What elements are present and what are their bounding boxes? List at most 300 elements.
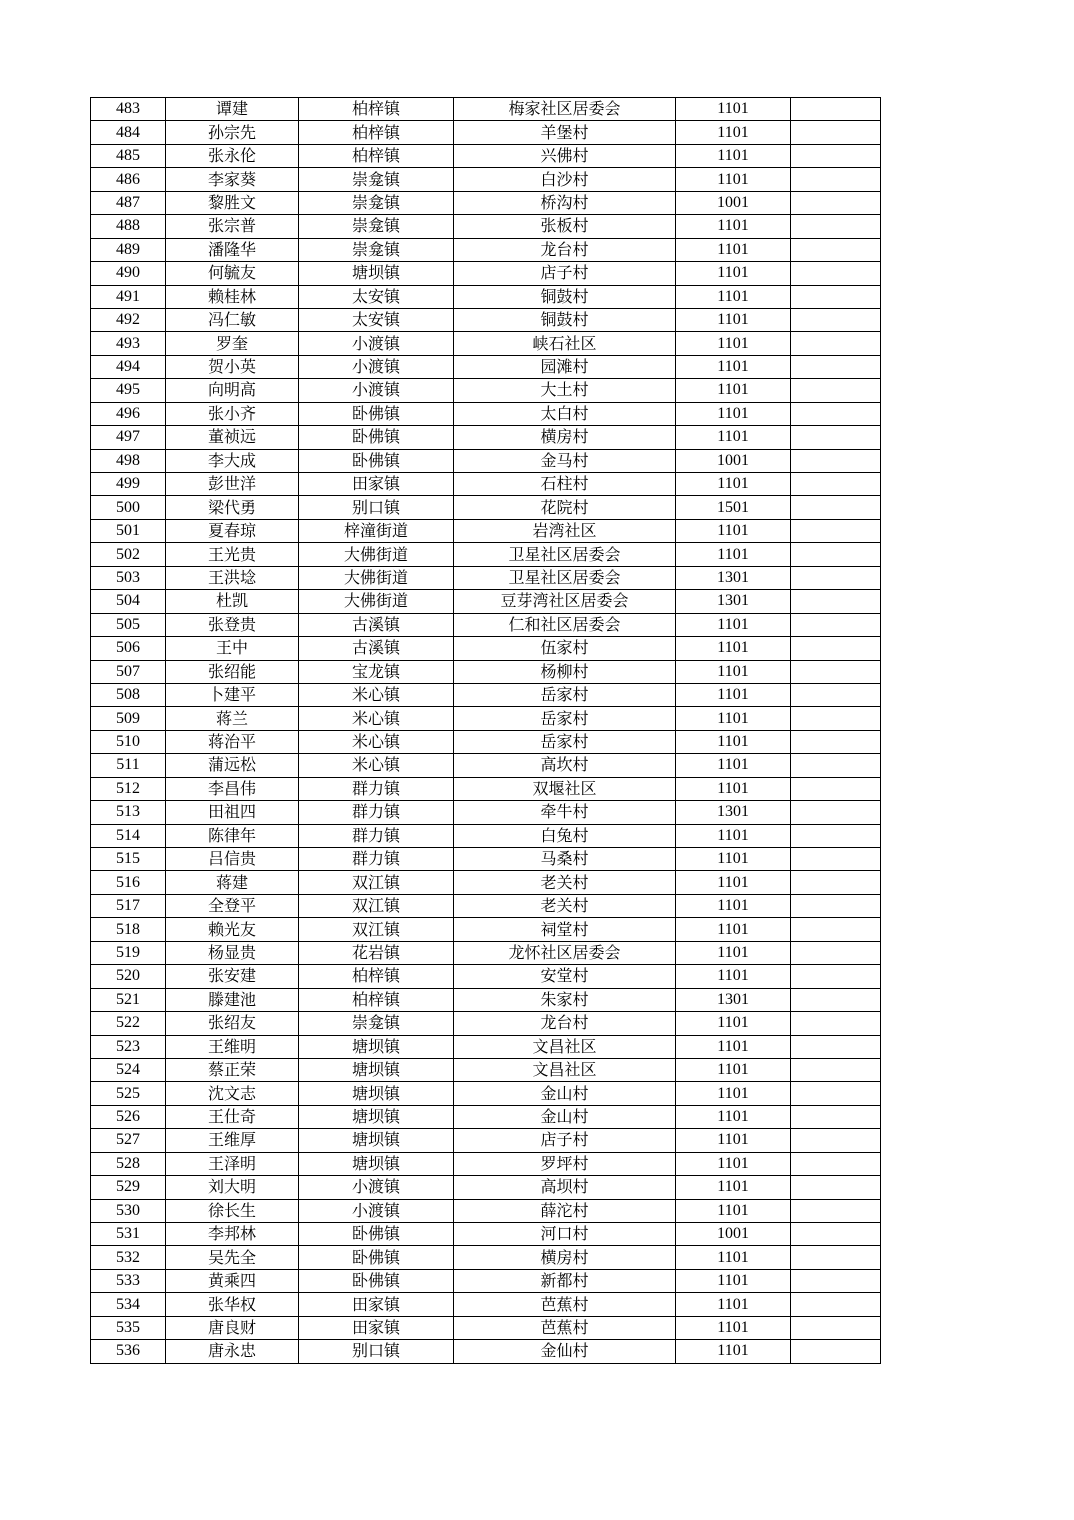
village-name: 铜鼓村	[454, 285, 676, 308]
category-code: 1101	[676, 824, 791, 847]
town-name: 花岩镇	[299, 941, 454, 964]
table-row	[91, 519, 881, 542]
blank-cell	[791, 590, 881, 613]
table-row	[91, 1082, 881, 1105]
person-name: 刘大明	[166, 1176, 299, 1199]
person-name: 王泽明	[166, 1152, 299, 1175]
category-code: 1101	[676, 613, 791, 636]
village-name: 卫星社区居委会	[454, 566, 676, 589]
town-name: 米心镇	[299, 730, 454, 753]
town-name: 宝龙镇	[299, 660, 454, 683]
person-name: 田祖四	[166, 801, 299, 824]
row-number: 491	[91, 285, 166, 308]
row-number: 509	[91, 707, 166, 730]
category-code: 1101	[676, 168, 791, 191]
village-name: 牵牛村	[454, 801, 676, 824]
table-row	[91, 1199, 881, 1222]
row-number: 518	[91, 918, 166, 941]
person-name: 李邦林	[166, 1223, 299, 1246]
village-name: 梅家社区居委会	[454, 98, 676, 121]
town-name: 柏梓镇	[299, 121, 454, 144]
blank-cell	[791, 1152, 881, 1175]
person-name: 张绍能	[166, 660, 299, 683]
row-number: 508	[91, 683, 166, 706]
village-name: 安堂村	[454, 965, 676, 988]
table-row	[91, 801, 881, 824]
blank-cell	[791, 168, 881, 191]
row-number: 519	[91, 941, 166, 964]
table-row	[91, 238, 881, 261]
town-name: 塘坝镇	[299, 1105, 454, 1128]
town-name: 群力镇	[299, 801, 454, 824]
table-row	[91, 332, 881, 355]
person-name: 蒋兰	[166, 707, 299, 730]
village-name: 仁和社区居委会	[454, 613, 676, 636]
village-name: 羊堡村	[454, 121, 676, 144]
town-name: 田家镇	[299, 1316, 454, 1339]
table-row	[91, 707, 881, 730]
category-code: 1101	[676, 637, 791, 660]
village-name: 高坎村	[454, 754, 676, 777]
blank-cell	[791, 285, 881, 308]
village-name: 园滩村	[454, 355, 676, 378]
table-row	[91, 215, 881, 238]
person-name: 王维厚	[166, 1129, 299, 1152]
town-name: 大佛街道	[299, 590, 454, 613]
row-number: 530	[91, 1199, 166, 1222]
blank-cell	[791, 332, 881, 355]
person-name: 张绍友	[166, 1012, 299, 1035]
blank-cell	[791, 1269, 881, 1292]
town-name: 塘坝镇	[299, 1152, 454, 1175]
table-row	[91, 1152, 881, 1175]
table-row	[91, 473, 881, 496]
person-name: 张安建	[166, 965, 299, 988]
category-code: 1101	[676, 1246, 791, 1269]
town-name: 田家镇	[299, 473, 454, 496]
category-code: 1101	[676, 965, 791, 988]
person-name: 陈律年	[166, 824, 299, 847]
row-number: 483	[91, 98, 166, 121]
row-number: 534	[91, 1293, 166, 1316]
category-code: 1101	[676, 1012, 791, 1035]
village-name: 杨柳村	[454, 660, 676, 683]
blank-cell	[791, 566, 881, 589]
blank-cell	[791, 426, 881, 449]
village-name: 白沙村	[454, 168, 676, 191]
blank-cell	[791, 918, 881, 941]
town-name: 卧佛镇	[299, 1246, 454, 1269]
row-number: 529	[91, 1176, 166, 1199]
row-number: 520	[91, 965, 166, 988]
village-name: 张板村	[454, 215, 676, 238]
category-code: 1101	[676, 848, 791, 871]
row-number: 498	[91, 449, 166, 472]
category-code: 1101	[676, 355, 791, 378]
row-number: 503	[91, 566, 166, 589]
blank-cell	[791, 1316, 881, 1339]
blank-cell	[791, 1176, 881, 1199]
person-name: 张华权	[166, 1293, 299, 1316]
village-name: 老关村	[454, 871, 676, 894]
table-row	[91, 824, 881, 847]
village-name: 岩湾社区	[454, 519, 676, 542]
blank-cell	[791, 519, 881, 542]
table-row	[91, 566, 881, 589]
town-name: 崇龛镇	[299, 215, 454, 238]
table-row	[91, 965, 881, 988]
blank-cell	[791, 449, 881, 472]
table-row	[91, 426, 881, 449]
person-name: 滕建池	[166, 988, 299, 1011]
table-row	[91, 191, 881, 214]
town-name: 塘坝镇	[299, 1058, 454, 1081]
person-name: 董祯远	[166, 426, 299, 449]
row-number: 511	[91, 754, 166, 777]
town-name: 卧佛镇	[299, 426, 454, 449]
table-row	[91, 613, 881, 636]
blank-cell	[791, 215, 881, 238]
row-number: 499	[91, 473, 166, 496]
blank-cell	[791, 144, 881, 167]
category-code: 1101	[676, 402, 791, 425]
village-name: 芭蕉村	[454, 1293, 676, 1316]
table-row	[91, 590, 881, 613]
person-name: 彭世洋	[166, 473, 299, 496]
town-name: 双江镇	[299, 918, 454, 941]
table-row	[91, 308, 881, 331]
person-name: 赖光友	[166, 918, 299, 941]
village-name: 横房村	[454, 426, 676, 449]
table-row	[91, 1223, 881, 1246]
category-code: 1101	[676, 543, 791, 566]
town-name: 小渡镇	[299, 1199, 454, 1222]
category-code: 1101	[676, 519, 791, 542]
village-name: 金山村	[454, 1082, 676, 1105]
person-name: 黎胜文	[166, 191, 299, 214]
table-row	[91, 355, 881, 378]
person-name: 向明高	[166, 379, 299, 402]
town-name: 塘坝镇	[299, 1082, 454, 1105]
table-row	[91, 1058, 881, 1081]
blank-cell	[791, 637, 881, 660]
person-name: 王光贵	[166, 543, 299, 566]
row-number: 521	[91, 988, 166, 1011]
blank-cell	[791, 1199, 881, 1222]
category-code: 1101	[676, 1082, 791, 1105]
person-name: 李大成	[166, 449, 299, 472]
category-code: 1101	[676, 215, 791, 238]
row-number: 506	[91, 637, 166, 660]
blank-cell	[791, 777, 881, 800]
person-name: 吴先全	[166, 1246, 299, 1269]
person-name: 蒋建	[166, 871, 299, 894]
town-name: 太安镇	[299, 308, 454, 331]
person-name: 杨显贵	[166, 941, 299, 964]
table-row	[91, 98, 881, 121]
blank-cell	[791, 379, 881, 402]
town-name: 群力镇	[299, 848, 454, 871]
table-row	[91, 1176, 881, 1199]
person-name: 冯仁敏	[166, 308, 299, 331]
table-row	[91, 1105, 881, 1128]
blank-cell	[791, 988, 881, 1011]
person-name: 张永伦	[166, 144, 299, 167]
village-name: 双堰社区	[454, 777, 676, 800]
row-number: 489	[91, 238, 166, 261]
town-name: 塘坝镇	[299, 1129, 454, 1152]
category-code: 1301	[676, 988, 791, 1011]
village-name: 金仙村	[454, 1340, 676, 1363]
category-code: 1301	[676, 801, 791, 824]
blank-cell	[791, 613, 881, 636]
blank-cell	[791, 1035, 881, 1058]
village-name: 铜鼓村	[454, 308, 676, 331]
category-code: 1101	[676, 285, 791, 308]
town-name: 米心镇	[299, 683, 454, 706]
village-name: 罗坪村	[454, 1152, 676, 1175]
row-number: 497	[91, 426, 166, 449]
village-name: 岳家村	[454, 683, 676, 706]
row-number: 523	[91, 1035, 166, 1058]
blank-cell	[791, 1105, 881, 1128]
village-name: 金山村	[454, 1105, 676, 1128]
category-code: 1101	[676, 754, 791, 777]
row-number: 516	[91, 871, 166, 894]
person-name: 张宗普	[166, 215, 299, 238]
category-code: 1101	[676, 332, 791, 355]
category-code: 1101	[676, 144, 791, 167]
row-number: 515	[91, 848, 166, 871]
village-name: 岳家村	[454, 707, 676, 730]
row-number: 504	[91, 590, 166, 613]
row-number: 514	[91, 824, 166, 847]
blank-cell	[791, 730, 881, 753]
village-name: 老关村	[454, 894, 676, 917]
category-code: 1101	[676, 1058, 791, 1081]
town-name: 小渡镇	[299, 1176, 454, 1199]
table-row	[91, 1293, 881, 1316]
category-code: 1101	[676, 238, 791, 261]
town-name: 群力镇	[299, 777, 454, 800]
village-name: 伍家村	[454, 637, 676, 660]
town-name: 双江镇	[299, 871, 454, 894]
table-row	[91, 918, 881, 941]
person-name: 王洪埝	[166, 566, 299, 589]
village-name: 芭蕉村	[454, 1316, 676, 1339]
town-name: 小渡镇	[299, 355, 454, 378]
data-table	[90, 97, 881, 1364]
table-row	[91, 848, 881, 871]
table-row	[91, 730, 881, 753]
village-name: 龙怀社区居委会	[454, 941, 676, 964]
person-name: 王维明	[166, 1035, 299, 1058]
town-name: 别口镇	[299, 1340, 454, 1363]
town-name: 梓潼街道	[299, 519, 454, 542]
table-row	[91, 754, 881, 777]
town-name: 柏梓镇	[299, 98, 454, 121]
table-row	[91, 496, 881, 519]
category-code: 1101	[676, 308, 791, 331]
person-name: 蒋治平	[166, 730, 299, 753]
table-row	[91, 121, 881, 144]
row-number: 527	[91, 1129, 166, 1152]
blank-cell	[791, 1012, 881, 1035]
table-row	[91, 1129, 881, 1152]
category-code: 1101	[676, 262, 791, 285]
town-name: 崇龛镇	[299, 168, 454, 191]
town-name: 大佛街道	[299, 566, 454, 589]
row-number: 502	[91, 543, 166, 566]
row-number: 492	[91, 308, 166, 331]
town-name: 崇龛镇	[299, 191, 454, 214]
table-row	[91, 144, 881, 167]
village-name: 岳家村	[454, 730, 676, 753]
person-name: 何毓友	[166, 262, 299, 285]
village-name: 店子村	[454, 262, 676, 285]
blank-cell	[791, 941, 881, 964]
town-name: 柏梓镇	[299, 144, 454, 167]
village-name: 大土村	[454, 379, 676, 402]
table-body	[91, 98, 881, 1364]
town-name: 大佛街道	[299, 543, 454, 566]
category-code: 1101	[676, 777, 791, 800]
row-number: 486	[91, 168, 166, 191]
blank-cell	[791, 894, 881, 917]
village-name: 河口村	[454, 1223, 676, 1246]
row-number: 533	[91, 1269, 166, 1292]
category-code: 1101	[676, 1316, 791, 1339]
table-row	[91, 777, 881, 800]
person-name: 贺小英	[166, 355, 299, 378]
town-name: 古溪镇	[299, 613, 454, 636]
person-name: 沈文志	[166, 1082, 299, 1105]
category-code: 1101	[676, 473, 791, 496]
village-name: 朱家村	[454, 988, 676, 1011]
village-name: 马桑村	[454, 848, 676, 871]
blank-cell	[791, 355, 881, 378]
row-number: 488	[91, 215, 166, 238]
row-number: 517	[91, 894, 166, 917]
person-name: 唐永忠	[166, 1340, 299, 1363]
row-number: 496	[91, 402, 166, 425]
category-code: 1001	[676, 449, 791, 472]
row-number: 535	[91, 1316, 166, 1339]
village-name: 金马村	[454, 449, 676, 472]
category-code: 1101	[676, 1129, 791, 1152]
blank-cell	[791, 801, 881, 824]
person-name: 李昌伟	[166, 777, 299, 800]
village-name: 文昌社区	[454, 1058, 676, 1081]
blank-cell	[791, 683, 881, 706]
person-name: 谭建	[166, 98, 299, 121]
village-name: 横房村	[454, 1246, 676, 1269]
town-name: 双江镇	[299, 894, 454, 917]
town-name: 塘坝镇	[299, 262, 454, 285]
category-code: 1101	[676, 894, 791, 917]
category-code: 1101	[676, 918, 791, 941]
row-number: 501	[91, 519, 166, 542]
row-number: 485	[91, 144, 166, 167]
village-name: 桥沟村	[454, 191, 676, 214]
blank-cell	[791, 1082, 881, 1105]
row-number: 532	[91, 1246, 166, 1269]
row-number: 494	[91, 355, 166, 378]
village-name: 薛沱村	[454, 1199, 676, 1222]
table-row	[91, 1035, 881, 1058]
row-number: 484	[91, 121, 166, 144]
table-row	[91, 988, 881, 1011]
blank-cell	[791, 1293, 881, 1316]
town-name: 群力镇	[299, 824, 454, 847]
town-name: 崇龛镇	[299, 1012, 454, 1035]
category-code: 1501	[676, 496, 791, 519]
town-name: 卧佛镇	[299, 449, 454, 472]
person-name: 孙宗先	[166, 121, 299, 144]
row-number: 528	[91, 1152, 166, 1175]
person-name: 李家葵	[166, 168, 299, 191]
town-name: 别口镇	[299, 496, 454, 519]
person-name: 王仕奇	[166, 1105, 299, 1128]
blank-cell	[791, 707, 881, 730]
town-name: 卧佛镇	[299, 1269, 454, 1292]
table-row	[91, 1012, 881, 1035]
row-number: 495	[91, 379, 166, 402]
town-name: 柏梓镇	[299, 988, 454, 1011]
category-code: 1301	[676, 566, 791, 589]
town-name: 米心镇	[299, 707, 454, 730]
blank-cell	[791, 473, 881, 496]
person-name: 卜建平	[166, 683, 299, 706]
category-code: 1101	[676, 426, 791, 449]
village-name: 龙台村	[454, 1012, 676, 1035]
category-code: 1101	[676, 1199, 791, 1222]
blank-cell	[791, 98, 881, 121]
person-name: 全登平	[166, 894, 299, 917]
blank-cell	[791, 660, 881, 683]
table-row	[91, 1269, 881, 1292]
village-name: 白兔村	[454, 824, 676, 847]
category-code: 1101	[676, 660, 791, 683]
blank-cell	[791, 238, 881, 261]
category-code: 1101	[676, 98, 791, 121]
person-name: 赖桂林	[166, 285, 299, 308]
person-name: 唐良财	[166, 1316, 299, 1339]
blank-cell	[791, 871, 881, 894]
table-row	[91, 402, 881, 425]
category-code: 1101	[676, 1340, 791, 1363]
table-row	[91, 871, 881, 894]
person-name: 潘隆华	[166, 238, 299, 261]
table-row	[91, 1246, 881, 1269]
table-row	[91, 379, 881, 402]
table-row	[91, 941, 881, 964]
blank-cell	[791, 848, 881, 871]
row-number: 512	[91, 777, 166, 800]
village-name: 峡石社区	[454, 332, 676, 355]
row-number: 513	[91, 801, 166, 824]
blank-cell	[791, 965, 881, 988]
table-row	[91, 894, 881, 917]
blank-cell	[791, 402, 881, 425]
person-name: 王中	[166, 637, 299, 660]
person-name: 张小齐	[166, 402, 299, 425]
category-code: 1101	[676, 941, 791, 964]
table-row	[91, 660, 881, 683]
town-name: 卧佛镇	[299, 402, 454, 425]
person-name: 黄乘四	[166, 1269, 299, 1292]
row-number: 493	[91, 332, 166, 355]
